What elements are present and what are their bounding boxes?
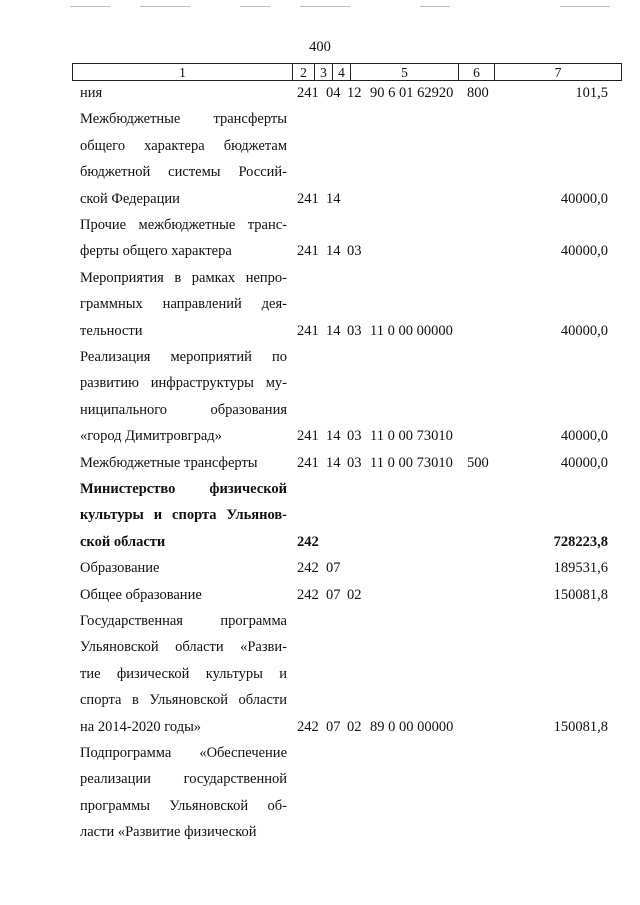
row-name-line: граммных направлений дея- [80,296,287,313]
cell-col-3: 14 [326,190,341,207]
row-name-line: Общее образование [80,586,202,603]
header-col-5: 5 [350,63,458,81]
cell-col-5: 11 0 00 73010 [370,454,453,471]
cell-amount: 40000,0 [560,322,608,339]
scan-artifact [420,6,450,7]
cell-col-4: 03 [347,428,362,445]
row-name [80,106,287,212]
cell-col-4: 03 [347,454,362,471]
cell-amount: 101,5 [575,85,608,101]
row-name [80,740,287,846]
row-name-line: тие физической культуры и [80,665,287,682]
row-name [80,476,287,555]
row-name-line: Межбюджетные трансферты [80,454,258,471]
row-name-line: тельности [80,322,143,339]
cell-col-2: 242 [297,586,319,603]
row-name-line: Прочие межбюджетные транс- [80,217,287,233]
row-name-line: ской Федерации [80,190,180,207]
cell-col-6: 500 [467,454,489,471]
row-name [80,608,287,740]
cell-col-5: 90 6 01 62920 [370,85,454,101]
row-name-line: реализации государственной [80,771,287,788]
row-name [80,80,287,106]
row-name-line: Государственная программа [80,613,287,629]
cell-col-3: 14 [326,322,341,339]
header-col-6: 6 [458,63,494,81]
cell-col-3: 04 [326,85,341,101]
cell-col-2: 241 [297,190,319,207]
header-col-7: 7 [494,63,622,81]
header-col-1: 1 [72,63,292,81]
cell-col-4: 02 [347,586,362,603]
cell-amount: 40000,0 [560,190,608,207]
header-col-4: 4 [332,63,350,81]
row-name-line: культуры и спорта Ульянов- [80,507,287,524]
row-name-line: Межбюджетные трансферты [80,111,287,128]
row-name-line: ферты общего характера [80,243,232,260]
cell-col-4: 12 [347,85,362,101]
row-name-line: Ульяновской области «Разви- [80,639,287,656]
cell-col-2: 242 [297,533,319,550]
cell-col-2: 241 [297,454,319,471]
scan-artifact [300,6,350,7]
cell-col-5: 11 0 00 73010 [370,428,453,445]
cell-col-3: 14 [326,428,341,445]
cell-col-2: 242 [297,560,319,577]
row-name-line: Мероприятия в рамках непро- [80,269,287,286]
row-name-line: ской области [80,533,166,550]
row-name [80,555,287,581]
row-name [80,344,287,450]
row-name-line: Подпрограмма «Обеспечение [80,745,287,761]
row-name-line: ния [80,85,103,101]
cell-amount: 40000,0 [560,428,608,445]
row-name [80,265,287,344]
scan-artifact [560,6,610,7]
scan-artifact [140,6,190,7]
row-name-line: ласти «Развитие физической [80,824,257,841]
row-name-line: Реализация мероприятий по [80,349,287,365]
cell-amount: 150081,8 [553,586,608,603]
cell-amount: 150081,8 [553,718,608,735]
row-name-line: Образование [80,560,160,577]
cell-col-6: 800 [467,85,489,101]
row-name [80,450,287,476]
header-col-2: 2 [292,63,314,81]
cell-col-4: 03 [347,322,362,339]
cell-col-5: 89 0 00 00000 [370,718,454,735]
row-name-line: программы Ульяновской об- [80,797,287,814]
cell-amount: 40000,0 [560,454,608,471]
row-name [80,582,287,608]
row-name [80,212,287,265]
cell-col-2: 241 [297,322,319,339]
row-name-line: Министерство физической [80,481,287,497]
row-name-line: ниципального образования [80,401,287,418]
cell-col-2: 242 [297,718,319,735]
row-name-line: общего характера бюджетам [80,137,287,154]
page-number: 400 [309,39,331,55]
cell-amount: 40000,0 [560,243,608,260]
scan-artifact [240,6,270,7]
row-name-line: развитию инфраструктуры му- [80,375,287,392]
row-name-line: на 2014-2020 годы» [80,718,202,735]
cell-col-3: 07 [326,560,341,577]
cell-col-2: 241 [297,243,319,260]
cell-col-2: 241 [297,85,319,101]
row-name-line: бюджетной системы Россий- [80,164,287,181]
cell-col-3: 07 [326,586,341,603]
cell-amount: 728223,8 [553,533,608,550]
row-name-line: спорта в Ульяновской области [80,692,287,709]
header-col-3: 3 [314,63,332,81]
cell-col-3: 14 [326,243,341,260]
cell-col-4: 02 [347,718,362,735]
cell-col-3: 14 [326,454,341,471]
cell-col-3: 07 [326,718,341,735]
row-name-line: «город Димитровград» [80,428,222,445]
cell-col-5: 11 0 00 00000 [370,322,453,339]
cell-col-4: 03 [347,243,362,260]
scan-artifact [70,6,110,7]
cell-col-2: 241 [297,428,319,445]
cell-amount: 189531,6 [553,560,608,577]
